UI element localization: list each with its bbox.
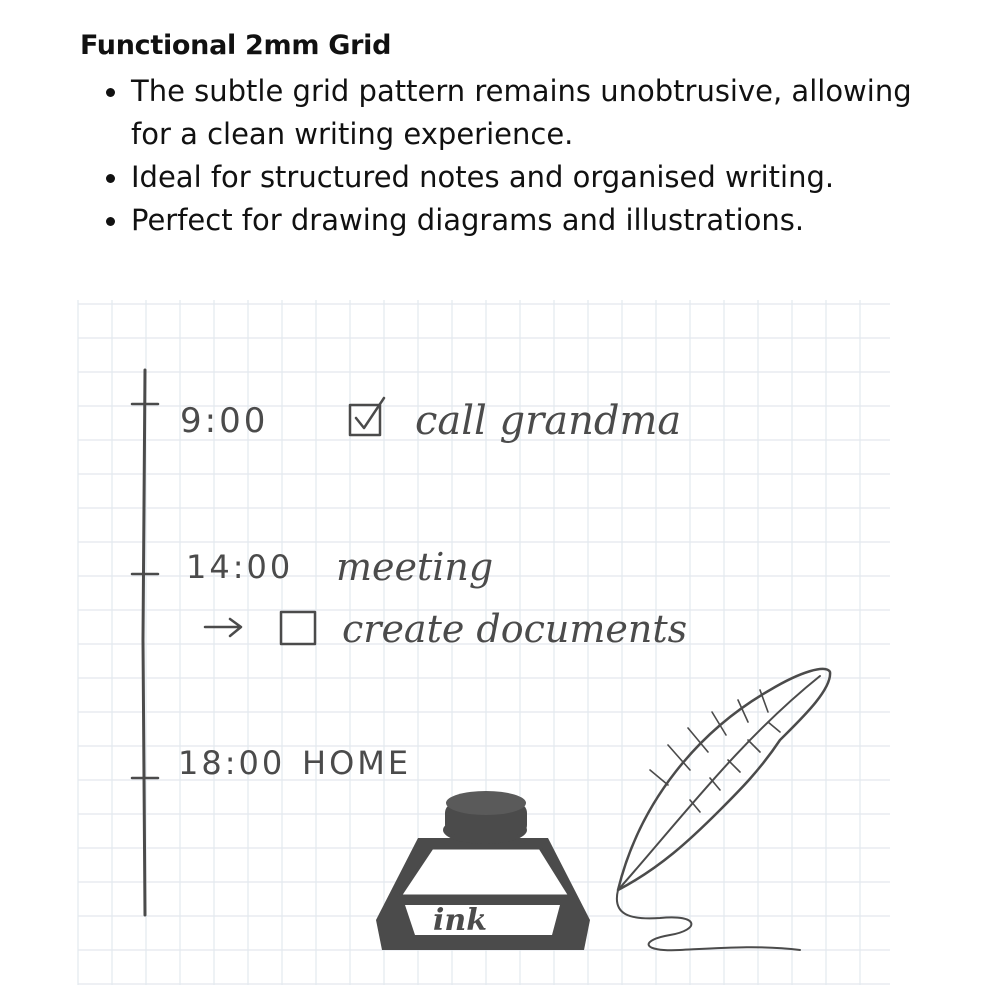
arrow-icon (205, 619, 241, 636)
ink-label: ink (433, 903, 487, 938)
entry-text: create documents (342, 607, 688, 651)
entry-text: call grandma (415, 398, 682, 444)
ink-bottle-icon (376, 791, 590, 950)
entry-time: 18:00 (178, 744, 286, 782)
entry-text: HOME (302, 744, 412, 782)
feature-title: Functional 2mm Grid (80, 30, 392, 61)
feature-list (131, 70, 931, 242)
list-item: The subtle grid pattern remains unobtrusive, allowing for a clean writing experience. (131, 70, 931, 156)
checked-box-icon (350, 398, 384, 435)
grid-notebook-illustration (0, 290, 994, 995)
timeline (132, 370, 158, 915)
entry-time: 9:00 (180, 401, 269, 441)
entry-text: meeting (336, 545, 494, 589)
list-item: Ideal for structured notes and organised writing. (131, 156, 931, 199)
list-item: Perfect for drawing diagrams and illustrations. (131, 199, 931, 242)
checkbox-icon (281, 612, 315, 644)
entry-time: 14:00 (186, 548, 294, 586)
